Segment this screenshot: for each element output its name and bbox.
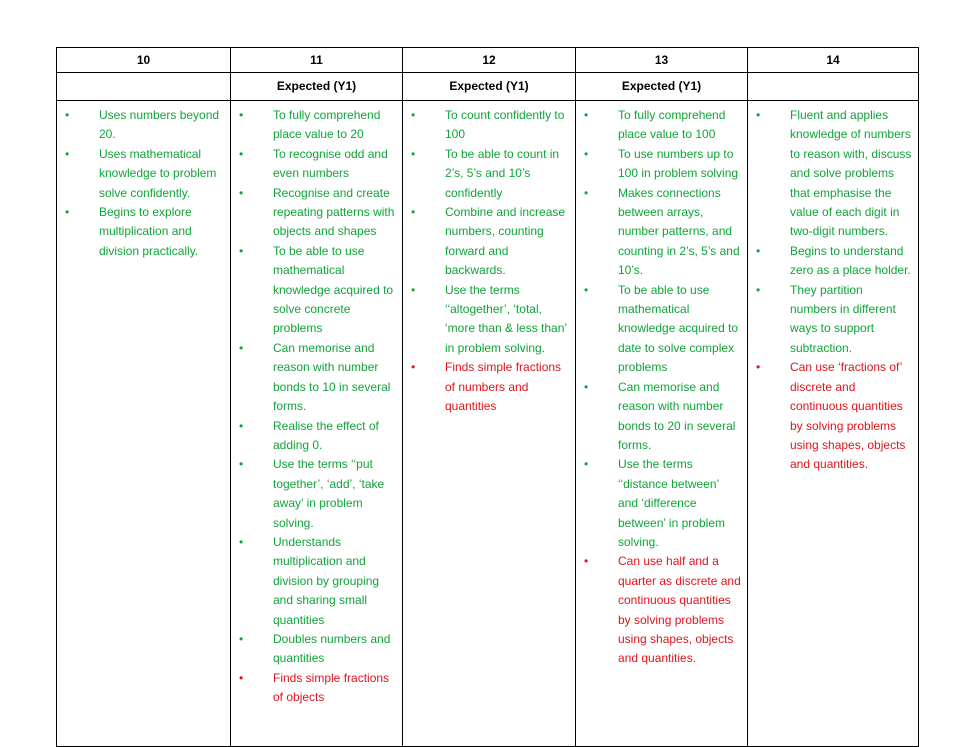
bullet-icon: • xyxy=(239,457,244,472)
list-item-text: Understands multiplication and division by grouping and sharing small quantities xyxy=(273,534,380,627)
list-item-text: To use numbers up to 100 in problem solving xyxy=(618,146,739,181)
list-item-text: Combine and increase numbers, counting forward and backwards. xyxy=(445,205,566,278)
list-item-text: Can memorise and reason with number bonds to 20 in several forms. xyxy=(618,379,736,452)
bullet-icon: • xyxy=(756,360,761,375)
bullet-icon: • xyxy=(411,282,416,297)
list-item xyxy=(752,281,912,359)
bullet-icon: • xyxy=(239,243,244,258)
header-cell-11: 11 xyxy=(231,48,403,73)
list-item xyxy=(235,417,396,456)
bullet-icon: • xyxy=(756,282,761,297)
list-item-text: Realise the effect of adding 0. xyxy=(273,418,379,452)
list-item xyxy=(235,242,396,339)
list-item xyxy=(580,106,741,145)
list-item xyxy=(235,455,396,533)
bullet-icon: • xyxy=(239,108,244,122)
bullet-icon: • xyxy=(584,108,589,122)
list-item xyxy=(752,242,912,281)
list-item-text: To recognise odd and even numbers xyxy=(273,146,388,181)
list-item-text: To fully comprehend place value to 100 xyxy=(618,108,726,142)
list-item xyxy=(752,358,912,474)
expected-cell-11: Expected (Y1) xyxy=(231,73,403,101)
bullet-list xyxy=(748,101,918,475)
bullet-icon: • xyxy=(411,360,416,375)
bullet-icon: • xyxy=(239,418,244,433)
list-item-text: Can use half and a quarter as discrete and continuous quantities by solving problems using shapes, objects and quantities. xyxy=(618,554,741,666)
bullet-icon: • xyxy=(239,185,244,200)
bullet-icon: • xyxy=(584,146,589,161)
list-item xyxy=(235,106,396,145)
list-item-text: Begins to explore multiplication and division practically. xyxy=(99,205,199,258)
list-item-text: To be able to use mathematical knowledge acquired to date to solve complex problems xyxy=(618,282,739,375)
bullet-list xyxy=(576,101,747,669)
list-item xyxy=(235,184,396,242)
list-item-text: Use the terms ‘‘put together’, ‘add’, ‘take away’ in problem solving. xyxy=(273,457,385,530)
list-item xyxy=(235,339,396,417)
list-item-text: Uses mathematical knowledge to problem solve confidently. xyxy=(99,146,217,200)
expected-cell-14 xyxy=(748,73,919,101)
list-item-text: Can memorise and reason with number bonds to 10 in several forms. xyxy=(273,340,391,414)
bullet-icon: • xyxy=(411,108,416,122)
bullet-icon: • xyxy=(65,108,70,122)
content-cell-14 xyxy=(748,101,919,747)
list-item xyxy=(235,669,396,708)
bullet-icon: • xyxy=(584,282,589,297)
attainment-table xyxy=(56,47,919,747)
list-item xyxy=(61,145,224,203)
bullet-icon: • xyxy=(65,205,70,220)
content-cell-11 xyxy=(231,101,403,747)
list-item xyxy=(752,106,912,242)
list-item-text: Use the terms ‘‘altogether’, ‘total, ‘more than & less than’ in problem solving. xyxy=(445,282,567,355)
expected-cell-12: Expected (Y1) xyxy=(403,73,576,101)
content-cell-13 xyxy=(576,101,748,747)
list-item-text: To be able to use mathematical knowledge acquired to solve concrete problems xyxy=(273,243,394,336)
bullet-icon: • xyxy=(584,457,589,472)
list-item xyxy=(580,378,741,456)
list-item-text: Use the terms ‘‘distance between’ and ‘difference between’ in problem solving. xyxy=(618,457,725,549)
list-item-text: To fully comprehend place value to 20 xyxy=(273,108,381,142)
header-cell-10: 10 xyxy=(57,48,231,73)
bullet-list xyxy=(57,101,230,261)
list-item-text: Doubles numbers and quantities xyxy=(273,631,391,666)
list-item-text: Recognise and create repeating patterns with objects and shapes xyxy=(273,185,395,239)
list-item-text: Can use ‘fractions of’ discrete and continuous quantities by solving problems using shapes, objects and quantities. xyxy=(790,360,906,472)
bullet-icon: • xyxy=(756,243,761,258)
bullet-icon: • xyxy=(239,670,244,685)
bullet-icon: • xyxy=(756,108,761,122)
list-item xyxy=(235,533,396,630)
header-cell-12: 12 xyxy=(403,48,576,73)
bullet-icon: • xyxy=(584,554,589,569)
list-item xyxy=(407,358,569,416)
list-item xyxy=(580,145,741,184)
header-cell-13: 13 xyxy=(576,48,748,73)
list-item-text: Uses numbers beyond 20. xyxy=(99,108,220,142)
header-row xyxy=(57,48,919,73)
bullet-icon: • xyxy=(239,146,244,161)
list-item-text: Begins to understand zero as a place holder. xyxy=(790,243,911,278)
bullet-list xyxy=(403,101,575,417)
bullet-icon: • xyxy=(239,631,244,646)
bullet-list xyxy=(231,101,402,708)
list-item xyxy=(580,184,741,281)
content-cell-10 xyxy=(57,101,231,747)
list-item xyxy=(407,281,569,359)
list-item xyxy=(580,455,741,552)
list-item-text: Fluent and applies knowledge of numbers to reason with, discuss and solve problems that emphasise the value of each digit in two-digit numbers. xyxy=(790,108,912,239)
bullet-icon: • xyxy=(239,534,244,549)
list-item-text: To count confidently to 100 xyxy=(445,108,565,142)
header-cell-14: 14 xyxy=(748,48,919,73)
expected-cell-13: Expected (Y1) xyxy=(576,73,748,101)
bullet-icon: • xyxy=(65,146,70,161)
list-item xyxy=(61,106,224,145)
bullet-icon: • xyxy=(411,146,416,161)
bullet-icon: • xyxy=(584,185,589,200)
list-item xyxy=(580,552,741,668)
content-row xyxy=(57,101,919,747)
list-item xyxy=(61,203,224,261)
list-item-text: Makes connections between arrays, number patterns, and counting in 2’s, 5’s and 10’s. xyxy=(618,185,740,278)
list-item-text: To be able to count in 2’s, 5’s and 10’s confidently xyxy=(445,146,560,200)
content-cell-12 xyxy=(403,101,576,747)
list-item xyxy=(407,203,569,281)
bullet-icon: • xyxy=(239,340,244,355)
list-item-text: Finds simple fractions of objects xyxy=(273,670,390,705)
bullet-icon: • xyxy=(584,379,589,394)
list-item xyxy=(235,145,396,184)
bullet-icon: • xyxy=(411,205,416,220)
list-item xyxy=(407,106,569,145)
list-item-text: Finds simple fractions of numbers and quantities xyxy=(445,360,562,414)
list-item xyxy=(235,630,396,669)
list-item xyxy=(580,281,741,378)
expected-row xyxy=(57,73,919,101)
expected-cell-10 xyxy=(57,73,231,101)
list-item-text: They partition numbers in different ways to support subtraction. xyxy=(790,282,896,355)
list-item xyxy=(407,145,569,203)
